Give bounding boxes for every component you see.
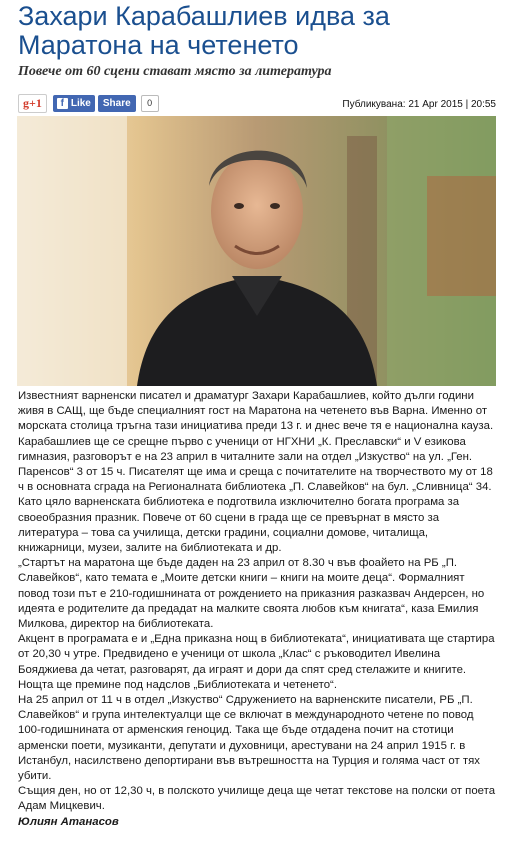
article-paragraph: Като цяло варненската библиотека е подготвила изключително богата програма за своеобразния празник. Повече от 60 сцени в града ще се превърнат в място за литература – това са училища, детски градини, социални домове, читалища, книжарници, музеи, залите на библиотеката и др. [18, 496, 460, 555]
article-paragraph: Известният варненски писател и драматург Захари Карабашлиев, който дълги години живя в САЩ, ще бъде специалният гост на Маратона на четенето във Варна. Именно от морската столица тръгна тази инициатива преди 13 г. и днес вече тя е национална кауза. Карабашлиев ще се срещне първо с ученици от НГХНИ „К. Преславски“ и V езикова гимназия, разговорът е на 23 април в читалните зали на отдел „Изкуство“ на ул. „Ген. Паренсов“ 3 от 15 ч. Писателят ще има и среща с почитателите на творчеството му от 18 ч в основната сграда на Регионалната библиотека „П. Славейков“ на бул. „Сливница“ 34. [18, 390, 494, 494]
facebook-icon: f [57, 98, 68, 109]
article-title: Захари Карабашлиев идва за Маратона на четенето [18, 1, 390, 60]
published-label: Публикувана: [342, 99, 406, 110]
google-plus-button[interactable]: g+1 [18, 94, 47, 113]
facebook-like-button[interactable] [53, 95, 95, 112]
article-photo [17, 116, 496, 386]
article-paragraph: Същия ден, но от 12,30 ч, в полското училище деца ще четат текстове на полски от поета Адам Мицкевич. [18, 785, 496, 813]
article-paragraph: „Стартът на маратона ще бъде даден на 23 април от 8.30 ч във фоайето на РБ „П. Славейков“, като темата е „Моите детски книги – книги на моите деца“. Формалният повод този път е 210-годишнината от рождението на приказния разказвач Андерсен, но идеята е родителите да предадат на малките своята любов към книгата“, каза Емилия Милкова, директор на библиотеката. [18, 557, 485, 631]
facebook-like-label: Like [70, 97, 91, 109]
portrait-photo [17, 116, 496, 386]
article-author: Юлиян Атанасов [18, 815, 119, 828]
article-body [18, 389, 496, 830]
share-bar [18, 94, 159, 112]
facebook-share-button[interactable]: Share [98, 95, 136, 112]
article-paragraph: На 25 април от 11 ч в отдел „Изкуство“ Сдружението на варненските писатели, РБ „П. Славейков“ и група интелектуалци ще се включат в международното четене по повод 100-годишнината от арменския геноцид. Така ще бъде отдадена почит на стотици арменски поети, музиканти, депутати и духовници, арестувани на 24 април 1915 г. в Истанбул, насилствено депортирани във вътрешността на Турция и голяма част от тях убити. [18, 694, 480, 783]
article-subtitle: Повече от 60 сцени стават място за литература [18, 64, 332, 79]
published-date [342, 99, 496, 110]
share-count: 0 [141, 95, 159, 112]
article-paragraph: Акцент в програмата е и „Една приказна нощ в библиотеката“, инициативата ще стартира от 20,30 ч утре. Предвидено е ученици от школа „Клас“ с ръководител Ивелина Бояджиева да четат, разговарят, да играят и дори да спят сред стелажите и книгите. Нощта ще премине под надслов „Библиотеката и четенето“. [18, 633, 495, 691]
published-value: 21 Apr 2015 | 20:55 [408, 99, 496, 110]
